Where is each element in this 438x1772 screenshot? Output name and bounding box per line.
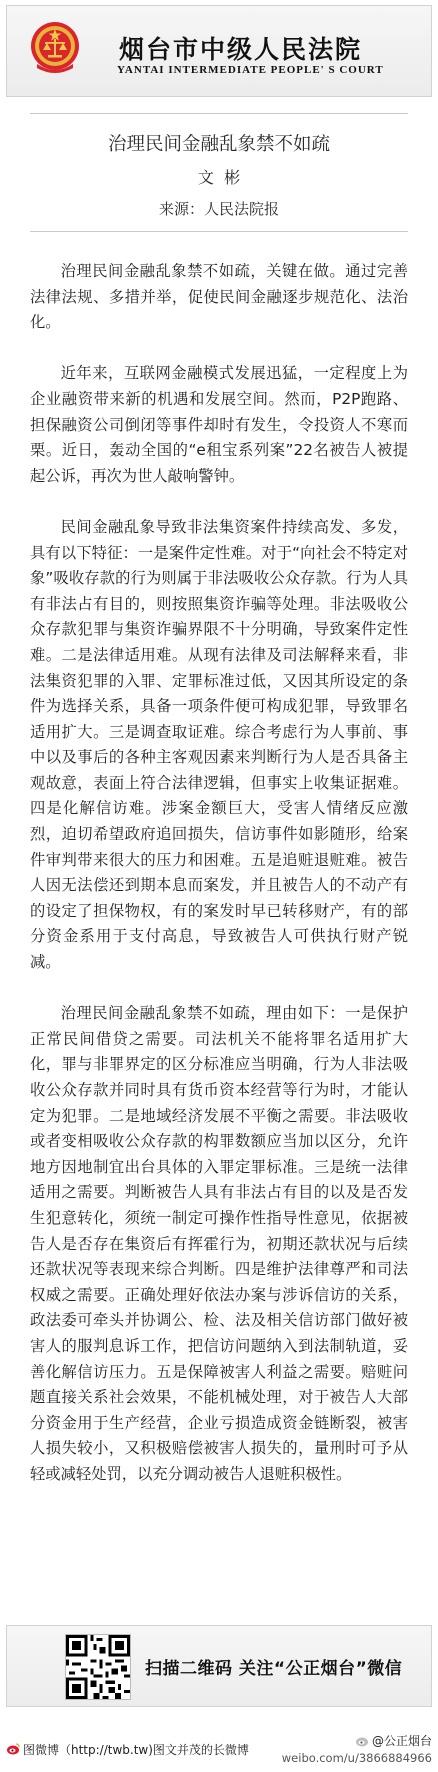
article-source: 来源：人民法院报 xyxy=(158,200,279,218)
watermark-handle: @公正烟台 xyxy=(371,1734,432,1748)
wechat-footer xyxy=(6,1625,432,1707)
article-author: 文 彬 xyxy=(197,168,241,187)
watermark-url: weibo.com/u/3866884966 xyxy=(281,1751,432,1765)
paragraph: 治理民间金融乱象禁不如疏，关键在做。通过完善法律法规、多措并举，促使民间金融逐步规范化、法治化。 xyxy=(30,262,408,332)
weibo-logo-icon xyxy=(6,1742,20,1756)
paragraph: 近年来，互联网金融模式发展迅猛，一定程度上为企业融资带来新的机遇和发展空间。然而，P2P跑路、担保融资公司倒闭等事件却时有发生，令投资人不寒而栗。近日，轰动全国的“e租宝系列案”22名被告人被提起公诉，再次为世人敲响警钟。 xyxy=(30,364,408,485)
long-weibo-watermark xyxy=(6,1732,249,1766)
article-title: 治理民间金融乱象禁不如疏 xyxy=(107,134,330,155)
article-body xyxy=(30,259,408,1513)
watermark-left-text: 图微博（http://twb.tw)图文并茂的长微博 xyxy=(23,1742,249,1757)
weibo-account-watermark xyxy=(282,1732,432,1766)
divider-top xyxy=(30,113,408,114)
divider-title xyxy=(30,231,408,232)
title-block xyxy=(6,131,432,223)
court-emblem-icon xyxy=(29,20,81,76)
qr-code-icon xyxy=(65,1634,131,1700)
court-header xyxy=(6,5,432,97)
weibo-logo-icon xyxy=(355,1734,369,1748)
paragraph: 治理民间金融乱象禁不如疏，理由如下：一是保护正常民间借贷之需要。司法机关不能将罪名适用扩大化，罪与非罪界定的区分标准应当明确，行为人非法吸收公众存款并同时具有货币资本经营等行为时，才能认定为犯罪。二是地域经济发展不平衡之需要。非法吸收或者变相吸收公众存款的构罪数额应当加以区分，允许地方因地制宜出台具体的入罪定罪标准。三是统一法律适用之需要。判断被告人具有非法占有目的以及是否发生犯意转化，须统一制定可操作性指导性意见，依据被告人是否存在集资后有挥霍行为，初期还款状况与后续还款状况等表现来综合判断。四是维护法律尊严和司法权威之需要。正确处理好依法办案与涉诉信访的关系，政法委可牵头并协调公、检、法及相关信访部门做好被害人的服判息诉工作，把信访问题纳入到法制轨道，妥善化解信访压力。五是保障被害人利益之需要。赔赃问题直接关系社会效果，不能机械处理，对于被告人大部分资金用于生产经营，企业亏损造成资金链断裂，被害人损失较小，又积极赔偿被害人损失的，量刑时可予从轻或减轻处罚，以充分调动被告人退赃积极性。 xyxy=(30,1004,408,1483)
scan-instruction: 扫描二维码 关注“公正烟台”微信 xyxy=(145,1659,403,1679)
article-frame xyxy=(6,5,432,1707)
paragraph: 民间金融乱象导致非法集资案件持续高发、多发，具有以下特征：一是案件定性难。对于“向社会不特定对象”吸收存款的行为则属于非法吸收公众存款。行为人具有非法占有目的，则按照集资诈骗等处理。非法吸收公众存款犯罪与集资诈骗界限不十分明确，导致案件定性难。二是法律适用难。从现有法律及司法解释来看，非法集资犯罪的入罪、定罪标准过低，又因其所设定的条件为选择关系，具备一项条件便可构成犯罪，导致罪名适用扩大。三是调查取证难。综合考虑行为人事前、事中以及事后的各种主客观因素来判断行为人是否具备主观故意，表面上符合法律逻辑，但事实上收集证据难。四是化解信访难。涉案金额巨大，受害人情绪反应激烈，迫切希望政府追回损失，信访事件如影随形，给案件审判带来很大的压力和困难。五是追赃退赃难。被告人因无法偿还到期本息而案发，并且被告人的不动产有的设定了担保物权，有的案发时早已转移财产，有的部分资金系用于支付高息，导致被告人可供执行财产锐减。 xyxy=(30,517,408,972)
court-name-en: YANTAI INTERMEDIATE PEOPLE' S COURT xyxy=(117,64,384,76)
court-name-cn: 烟台市中级人民法院 xyxy=(119,35,363,64)
